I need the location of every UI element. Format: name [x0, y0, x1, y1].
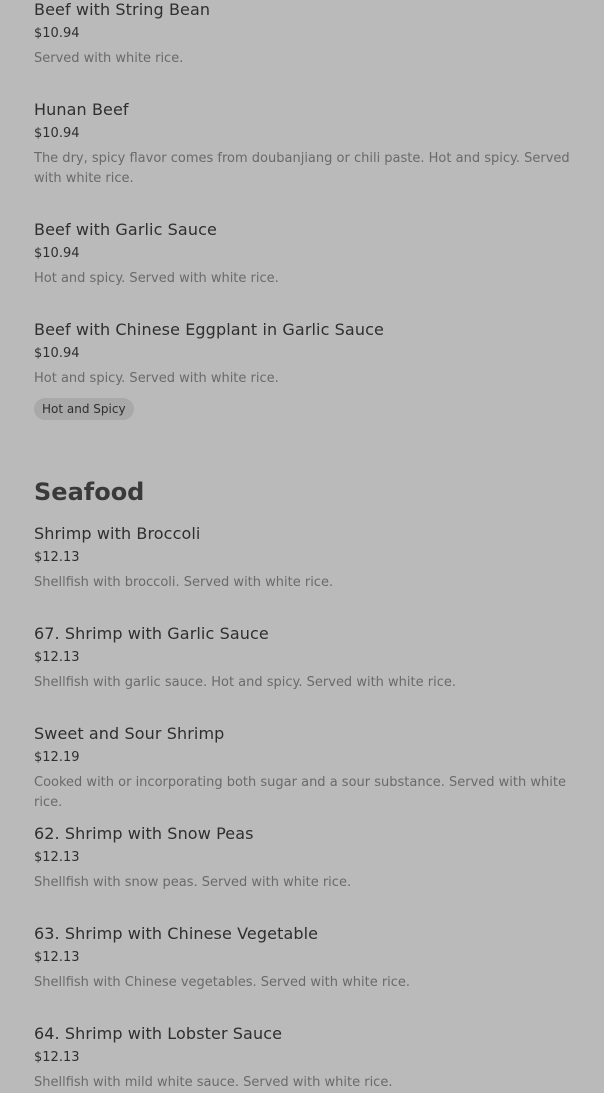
item-description: Hot and spicy. Served with white rice. [34, 271, 279, 286]
item-name: 64. Shrimp with Lobster Sauce [34, 1024, 283, 1043]
item-description: Cooked with or incorporating both sugar and a sour substance. Served with white rice. [34, 775, 566, 810]
item-price: $10.94 [34, 246, 80, 261]
item-description: Served with white rice. [34, 51, 184, 66]
item-name: Sweet and Sour Shrimp [34, 724, 225, 743]
item-description: The dry, spicy flavor comes from doubanjiang or chili paste. Hot and spicy. Served with white rice. [34, 151, 570, 186]
item-description: Shellfish with garlic sauce. Hot and spicy. Served with white rice. [34, 675, 456, 690]
item-description: Shellfish with mild white sauce. Served with white rice. [34, 1075, 393, 1090]
item-name: Beef with Chinese Eggplant in Garlic Sauce [34, 320, 384, 339]
item-name: Beef with Garlic Sauce [34, 220, 217, 239]
item-price: $10.94 [34, 26, 80, 41]
item-price: $10.94 [34, 126, 80, 141]
item-price: $12.13 [34, 1050, 80, 1065]
item-name: Shrimp with Broccoli [34, 524, 201, 543]
item-name: Hunan Beef [34, 100, 129, 119]
item-name: 63. Shrimp with Chinese Vegetable [34, 924, 319, 943]
item-price: $12.13 [34, 850, 80, 865]
item-price: $12.13 [34, 950, 80, 965]
item-description: Shellfish with snow peas. Served with white rice. [34, 875, 352, 890]
item-price: $12.13 [34, 650, 80, 665]
item-price: $10.94 [34, 346, 80, 361]
item-description: Shellfish with Chinese vegetables. Served with white rice. [34, 975, 411, 990]
item-price: $12.13 [34, 550, 80, 565]
item-name: 62. Shrimp with Snow Peas [34, 824, 254, 843]
item-name: 67. Shrimp with Garlic Sauce [34, 624, 269, 643]
section-title-seafood: Seafood [34, 478, 145, 506]
item-description: Hot and spicy. Served with white rice. [34, 371, 279, 386]
tag-hot-and-spicy: Hot and Spicy [34, 398, 134, 420]
item-description: Shellfish with broccoli. Served with white rice. [34, 575, 334, 590]
item-price: $12.19 [34, 750, 80, 765]
item-name: Beef with String Bean [34, 0, 211, 19]
